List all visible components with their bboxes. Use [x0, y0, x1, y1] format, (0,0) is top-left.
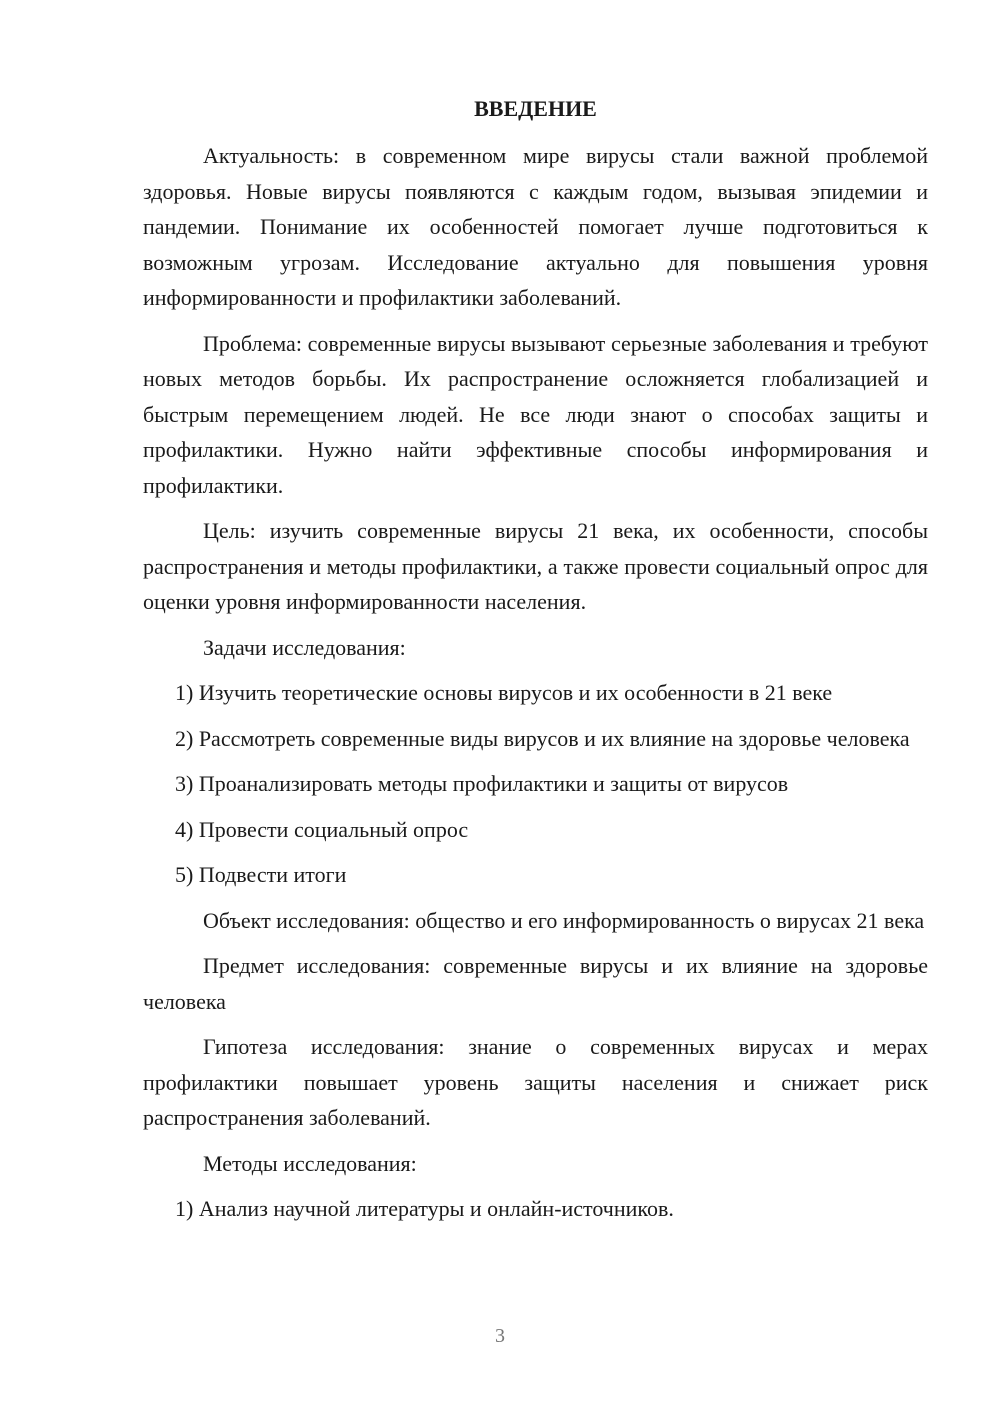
paragraph-problem: Проблема: современные вирусы вызывают серьезные заболевания и требуют новых методов борьбы. Их распространение осложняется глобализацией и быстрым перемещением людей. Не все люди знают о способах защиты и профилактики. Нужно найти эффективные способы информирования и профилактики. — [143, 330, 928, 498]
paragraph-goal: Цель: изучить современные вирусы 21 века, их особенности, способы распространения и методы профилактики, а также провести социальный опрос для оценки уровня информированности населения. — [143, 518, 928, 614]
task-item: 2) Рассмотреть современные виды вирусов и их влияние на здоровье человека — [175, 725, 910, 751]
tasks-heading: Задачи исследования: — [203, 634, 406, 660]
methods-heading: Методы исследования: — [203, 1150, 417, 1176]
section-title: ВВЕДЕНИЕ — [474, 96, 597, 121]
paragraph-subject: Предмет исследования: современные вирусы и их влияние на здоровье человека — [143, 953, 928, 1014]
task-item: 1) Изучить теоретические основы вирусов и их особенности в 21 веке — [175, 680, 833, 705]
method-item: 1) Анализ научной литературы и онлайн-источников. — [175, 1196, 674, 1221]
task-item: 5) Подвести итоги — [175, 862, 347, 887]
task-item: 4) Провести социальный опрос — [175, 816, 469, 842]
page-number: 3 — [495, 1325, 505, 1347]
paragraph-hypothesis: Гипотеза исследования: знание о современных вирусах и мерах профилактики повышает уровень защиты населения и снижает риск распространения заболеваний. — [143, 1034, 928, 1130]
task-item: 3) Проанализировать методы профилактики и защиты от вирусов — [175, 771, 789, 796]
paragraph-object: Объект исследования: общество и его информированность о вирусах 21 века — [203, 907, 925, 933]
document-page — [143, 92, 928, 1237]
paragraph-relevance: Актуальность: в современном мире вирусы стали важной проблемой здоровья. Новые вирусы появляются с каждым годом, вызывая эпидемии и пандемии. Понимание их особенностей помогает лучше подготовиться к возможным угрозам. Исследование актуально для повышения уровня информированности и профилактики заболеваний. — [143, 143, 928, 310]
